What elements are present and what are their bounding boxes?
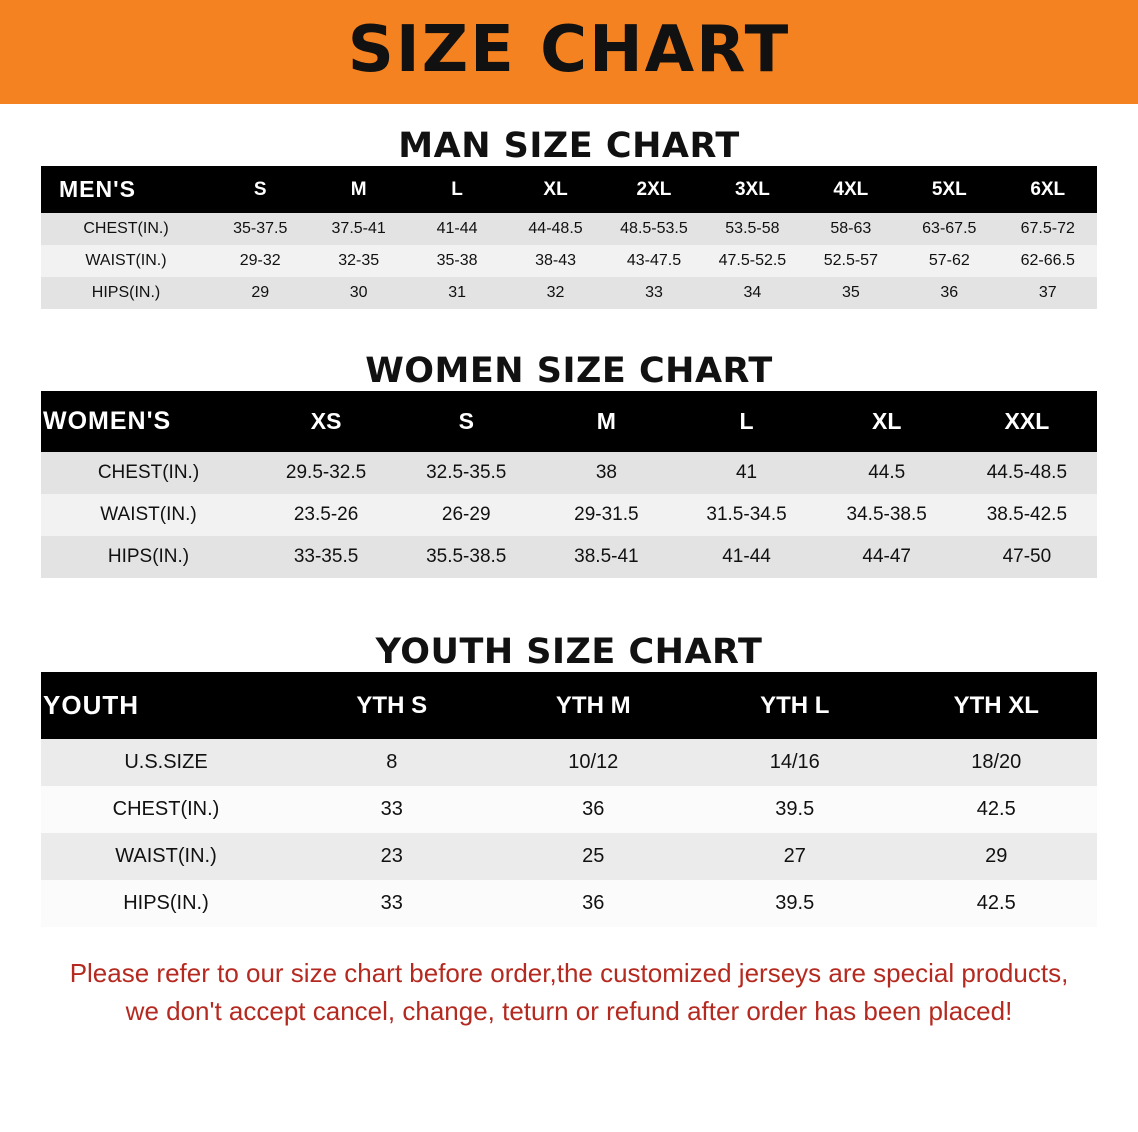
women-column-header: S — [458, 408, 474, 434]
youth-column-header: YTH L — [760, 691, 830, 719]
man-cell: 37 — [1038, 284, 1057, 301]
youth-table-head — [41, 672, 1097, 739]
youth-cell: 23 — [380, 845, 403, 867]
man-cell: 48.5-53.5 — [620, 220, 688, 237]
women-cell: 32.5-35.5 — [426, 462, 507, 483]
youth-column-header: YTH S — [356, 691, 428, 719]
women-cell: 38.5-42.5 — [986, 504, 1068, 525]
women-cell: 34.5-38.5 — [846, 504, 927, 525]
banner-title: SIZE CHART — [347, 13, 791, 87]
man-row-label: WAIST(IN.) — [85, 252, 167, 269]
table-row — [41, 833, 1097, 880]
youth-table-body — [41, 739, 1097, 927]
banner — [0, 0, 1138, 104]
man-cell: 36 — [940, 284, 959, 301]
man-cell: 38-43 — [535, 252, 576, 269]
youth-row-label: HIPS(IN.) — [123, 892, 209, 914]
man-column-header: 2XL — [636, 178, 672, 200]
man-table-body — [41, 213, 1097, 309]
table-row — [41, 880, 1097, 927]
youth-table-wrapper — [41, 672, 1097, 927]
man-header-row — [41, 166, 1097, 213]
order-policy-note — [39, 955, 1099, 1030]
youth-cell: 39.5 — [775, 798, 815, 820]
youth-cell: 39.5 — [775, 892, 815, 914]
women-cell: 29.5-32.5 — [285, 462, 367, 483]
man-cell: 43-47.5 — [626, 252, 682, 269]
youth-cell: 10/12 — [568, 751, 619, 773]
women-size-table — [41, 391, 1097, 578]
youth-cell: 42.5 — [976, 892, 1016, 914]
youth-cell: 36 — [582, 798, 605, 820]
women-cell: 31.5-34.5 — [706, 504, 787, 525]
man-column-header: 5XL — [931, 178, 967, 200]
women-column-header: XXL — [1004, 408, 1050, 434]
man-cell: 32-35 — [338, 252, 380, 269]
table-row — [41, 277, 1097, 309]
man-cell: 63-67.5 — [922, 220, 977, 237]
man-cell: 35-38 — [436, 252, 478, 269]
women-cell: 47-50 — [1002, 546, 1052, 567]
youth-cell: 33 — [380, 892, 403, 914]
women-cell: 41 — [735, 462, 758, 483]
man-cell: 37.5-41 — [331, 220, 386, 237]
youth-cell: 36 — [582, 892, 605, 914]
youth-size-table — [41, 672, 1097, 927]
women-cell: 44.5 — [868, 462, 906, 483]
women-cell: 23.5-26 — [293, 504, 359, 525]
note-line-1: Please refer to our size chart before order,the customized jerseys are special products, — [69, 958, 1069, 988]
youth-cell: 29 — [985, 845, 1008, 867]
man-cell: 29-32 — [239, 252, 281, 269]
women-cell: 44-47 — [862, 546, 911, 567]
note-line-2: we don't accept cancel, change, teturn or refund after order has been placed! — [125, 995, 1013, 1026]
man-cell: 67.5-72 — [1020, 220, 1075, 237]
women-column-header: L — [739, 408, 754, 434]
youth-cell: 33 — [380, 798, 403, 820]
women-column-header: M — [596, 408, 616, 434]
women-cell: 44.5-48.5 — [986, 462, 1068, 483]
women-section-title: WOMEN SIZE CHART — [365, 351, 773, 391]
youth-cell: 8 — [386, 751, 398, 773]
women-row-label: HIPS(IN.) — [107, 546, 190, 567]
women-row-label: CHEST(IN.) — [97, 462, 200, 483]
table-row — [41, 494, 1097, 536]
women-header-label: WOMEN'S — [43, 407, 172, 435]
man-cell: 30 — [349, 284, 368, 301]
women-column-header: XL — [872, 408, 902, 434]
women-cell: 26-29 — [441, 504, 491, 525]
man-column-header: L — [451, 178, 463, 200]
table-row — [41, 245, 1097, 277]
man-section-title: MAN SIZE CHART — [398, 126, 740, 166]
youth-header-row — [41, 672, 1097, 739]
man-table-head — [41, 166, 1097, 213]
man-cell: 47.5-52.5 — [718, 252, 787, 269]
women-row-label: WAIST(IN.) — [100, 504, 197, 525]
youth-header-label: YOUTH — [43, 690, 139, 720]
youth-section-title: YOUTH SIZE CHART — [375, 632, 763, 672]
women-cell: 41-44 — [722, 546, 771, 567]
man-cell: 35-37.5 — [233, 220, 288, 237]
table-row — [41, 452, 1097, 494]
youth-row-label: WAIST(IN.) — [115, 845, 217, 867]
youth-cell: 14/16 — [769, 751, 820, 773]
youth-cell: 18/20 — [971, 751, 1022, 773]
women-cell: 35.5-38.5 — [426, 546, 507, 567]
man-cell: 32 — [546, 284, 565, 301]
man-cell: 58-63 — [830, 220, 872, 237]
man-cell: 31 — [448, 284, 466, 301]
man-table-wrapper — [41, 166, 1097, 309]
youth-column-header: YTH XL — [953, 691, 1039, 719]
man-cell: 34 — [743, 284, 762, 301]
man-column-header: 3XL — [734, 178, 770, 200]
table-row — [41, 536, 1097, 578]
women-table-head — [41, 391, 1097, 452]
women-table-body — [41, 452, 1097, 578]
man-size-table — [41, 166, 1097, 309]
youth-row-label: CHEST(IN.) — [112, 798, 220, 820]
man-column-header: XL — [543, 178, 568, 200]
man-header-label: MEN'S — [59, 176, 136, 202]
man-column-header: 4XL — [833, 178, 869, 200]
women-cell: 38 — [595, 462, 617, 483]
man-cell: 53.5-58 — [725, 220, 780, 237]
man-cell: 33 — [645, 284, 663, 301]
man-row-label: CHEST(IN.) — [83, 220, 169, 237]
man-cell: 57-62 — [928, 252, 970, 269]
table-row — [41, 739, 1097, 786]
man-cell: 52.5-57 — [823, 252, 878, 269]
man-cell: 35 — [841, 284, 860, 301]
youth-cell: 27 — [783, 845, 806, 867]
women-cell: 33-35.5 — [293, 546, 359, 567]
man-cell: 29 — [251, 284, 270, 301]
women-header-row — [41, 391, 1097, 452]
women-cell: 29-31.5 — [574, 504, 639, 525]
man-cell: 44-48.5 — [528, 220, 583, 237]
man-row-label: HIPS(IN.) — [91, 284, 161, 301]
man-column-header: M — [350, 178, 367, 200]
women-cell: 38.5-41 — [574, 546, 639, 567]
man-cell: 62-66.5 — [1020, 252, 1075, 269]
women-table-wrapper — [41, 391, 1097, 578]
table-row — [41, 786, 1097, 833]
youth-column-header: YTH M — [555, 691, 631, 719]
man-column-header: 6XL — [1030, 178, 1066, 200]
man-cell: 41-44 — [436, 220, 478, 237]
youth-row-label: U.S.SIZE — [124, 751, 208, 773]
table-row — [41, 213, 1097, 245]
youth-cell: 25 — [582, 845, 605, 867]
women-column-header: XS — [310, 408, 342, 434]
man-column-header: S — [253, 178, 267, 200]
youth-cell: 42.5 — [976, 798, 1016, 820]
